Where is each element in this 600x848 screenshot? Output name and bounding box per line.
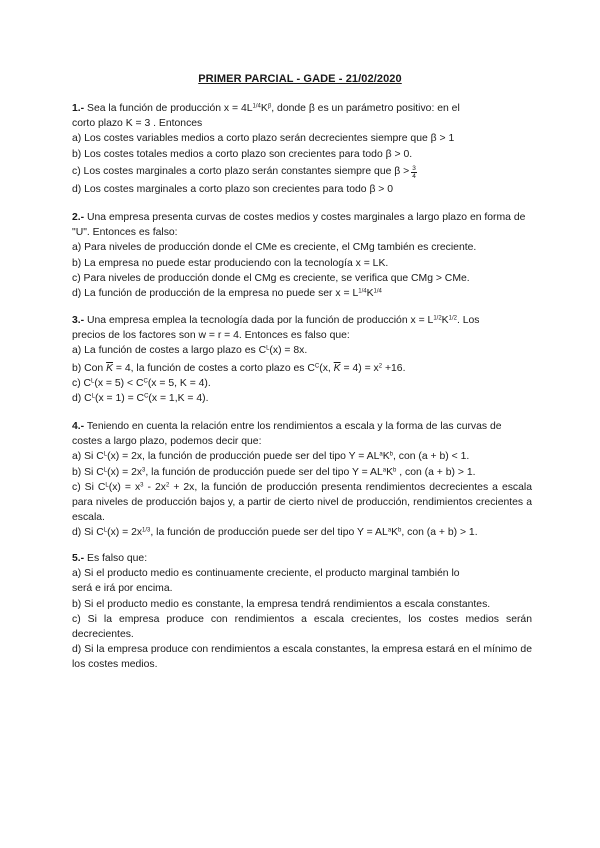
q5-option-b: b) Si el producto medio es constante, la empresa tendrá rendimientos a escala constantes. bbox=[72, 598, 491, 610]
q5-option-a-line-2: será e irá por encima. bbox=[72, 583, 173, 595]
q4-c-sup: L bbox=[105, 482, 109, 489]
question-4 bbox=[72, 419, 532, 541]
q3-d-sup: L bbox=[91, 393, 95, 400]
q1-stem-line-2: corto plazo K = 3 . Entonces bbox=[72, 118, 203, 130]
q4-stem bbox=[72, 419, 532, 449]
q3-option-c bbox=[72, 376, 532, 391]
q4-d-mid3: K bbox=[391, 527, 399, 539]
q3-text-end: . Los bbox=[456, 315, 480, 326]
q5-intro: Es falso que: bbox=[84, 553, 148, 564]
q3-b-mid3: = 4) = x bbox=[340, 362, 379, 374]
q1-fraction-num: 3 bbox=[412, 164, 416, 172]
q3-option-b bbox=[72, 361, 532, 376]
q4-d-text: d) Si C bbox=[72, 527, 104, 539]
q3-exp-l: 1/2 bbox=[433, 315, 442, 322]
q2-intro: Una empresa presenta curvas de costes medios y costes marginales a largo plazo en forma de "U". Entonces es falso: bbox=[72, 212, 526, 239]
q3-a-end: (x) = 8x. bbox=[269, 345, 308, 357]
q1-stem-line-1 bbox=[72, 101, 532, 116]
q4-number: 4.- bbox=[72, 421, 85, 432]
q4-d-sup: L bbox=[103, 527, 108, 534]
q3-d-end: (x = 1,K = 4). bbox=[148, 393, 209, 405]
exam-title: PRIMER PARCIAL - GADE - 21/02/2020 bbox=[198, 73, 402, 85]
q4-c-text: c) Si C bbox=[72, 481, 106, 493]
q4-a-text: a) Si C bbox=[72, 451, 104, 463]
question-5 bbox=[72, 551, 532, 673]
q4-c-sup2: 3 bbox=[140, 482, 144, 489]
q4-d-end: , con (a + b) > 1. bbox=[401, 527, 478, 539]
q5-option-a-line-1: a) Si el producto medio es continuamente creciente, el producto marginal también lo bbox=[72, 568, 460, 580]
q1-exp-k: β bbox=[267, 103, 272, 110]
q2-text-k: K bbox=[366, 288, 374, 300]
q3-number: 3.- bbox=[72, 315, 85, 326]
q3-option-a bbox=[72, 343, 532, 358]
q3-text-k: K bbox=[441, 315, 449, 326]
q3-b-sup2: 2 bbox=[378, 363, 383, 370]
q3-d-text: d) C bbox=[72, 393, 92, 405]
q3-a-sup: L bbox=[266, 345, 270, 352]
q1-text-end: , donde β es un parámetro positivo: en el bbox=[271, 103, 460, 114]
q4-option-b bbox=[72, 465, 532, 480]
q3-b-sup: C bbox=[314, 363, 320, 370]
q1-exp-l: 1/4 bbox=[252, 103, 261, 110]
q4-b-sup2: 3 bbox=[142, 467, 146, 474]
q4-d-sup3: a bbox=[387, 527, 392, 534]
q2-number: 2.- bbox=[72, 212, 85, 223]
q2-exp-k: 1/4 bbox=[373, 288, 382, 295]
q3-stem-line-2: precios de los factores son w = r = 4. Entonces es falso que: bbox=[72, 330, 350, 342]
q3-b-kbar2: $\overline{K}$ bbox=[333, 362, 341, 374]
q5-stem bbox=[72, 551, 532, 566]
q3-c-sup2: C bbox=[143, 378, 148, 385]
q2-option-d bbox=[72, 286, 532, 301]
q4-b-sup4: b bbox=[393, 467, 397, 474]
q3-c-sup: L bbox=[91, 378, 95, 385]
q3-b-mid: = 4, la función de costes a corto plazo es C bbox=[113, 362, 315, 374]
q3-b-kbar: $\overline{K}$ bbox=[106, 362, 114, 374]
q3-c-end: (x = 5, K = 4). bbox=[147, 377, 211, 389]
q4-c-mid2: - 2x bbox=[143, 481, 166, 493]
q4-b-text: b) Si C bbox=[72, 466, 104, 478]
q4-a-mid2: K bbox=[382, 451, 390, 463]
q5-option-c: c) Si la empresa produce con rendimientos a escala crecientes, los costes medios serán decrecientes. bbox=[72, 613, 532, 641]
q1-fraction bbox=[411, 165, 417, 180]
q4-option-d bbox=[72, 525, 532, 540]
q3-stem-line-1 bbox=[72, 313, 532, 328]
q4-a-sup2: a bbox=[379, 451, 383, 458]
q1-option-b: b) Los costes totales medios a corto plazo son crecientes para todo β > 0. bbox=[72, 148, 413, 160]
q4-b-sup: L bbox=[103, 467, 108, 474]
q3-b-end: +16. bbox=[382, 362, 406, 374]
q3-c-mid: (x = 5) < C bbox=[94, 377, 144, 389]
q3-b-mid2: (x, bbox=[319, 362, 334, 374]
q4-d-sup4: b bbox=[398, 527, 402, 534]
q4-intro: Teniendo en cuenta la relación entre los rendimientos a escala y la forma de las curvas de costes a largo plazo, podemos decir que: bbox=[72, 421, 502, 448]
q1-option-a: a) Los costes variables medios a corto plazo serán decrecientes siempre que β > 1 bbox=[72, 133, 455, 145]
q4-option-c bbox=[72, 480, 532, 526]
q3-c-text: c) C bbox=[72, 377, 92, 389]
q5-number: 5.- bbox=[72, 553, 85, 564]
q4-b-sup3: a bbox=[382, 467, 387, 474]
q3-text: Una empresa emplea la tecnología dada por la función de producción x = L bbox=[84, 315, 434, 326]
q4-b-mid: (x) = 2x bbox=[107, 466, 143, 478]
q1-number: 1.- bbox=[72, 103, 85, 114]
q4-c-end: + 2x, la función de producción presenta rendimientos decrecientes a escala para niveles de producción bajos y, a partir de cierto nivel de producción, rendimientos crecientes a escala. bbox=[72, 481, 532, 524]
q2-option-a: a) Para niveles de producción donde el CMe es creciente, el CMg también es creciente. bbox=[72, 242, 477, 254]
q3-d-sup2: C bbox=[144, 393, 149, 400]
q1-fraction-den: 4 bbox=[412, 172, 416, 180]
q2-option-c: c) Para niveles de producción donde el CMg es creciente, se verifica que CMg > CMe. bbox=[72, 272, 470, 284]
q4-d-mid2: , la función de producción puede ser del tipo Y = AL bbox=[150, 527, 388, 539]
q1-text: Sea la función de producción x = 4L bbox=[84, 103, 253, 114]
q4-b-mid3: K bbox=[386, 466, 394, 478]
q4-d-sup2: 1/3 bbox=[142, 527, 151, 534]
q4-c-mid: (x) = x bbox=[108, 481, 141, 493]
q4-c-sup3: 2 bbox=[165, 482, 170, 489]
q2-option-b: b) La empresa no puede estar produciendo con la tecnología x = LK. bbox=[72, 257, 389, 269]
q4-b-mid2: , la función de producción puede ser del tipo Y = AL bbox=[145, 466, 383, 478]
q2-option-d-text: d) La función de producción de la empresa no puede ser x = L bbox=[72, 288, 359, 300]
q3-b-text: b) Con bbox=[72, 362, 107, 374]
q4-a-sup: L bbox=[103, 451, 108, 458]
q1-option-c-text: c) Los costes marginales a corto plazo serán constantes siempre que β > bbox=[72, 165, 410, 177]
q1-text-k: K bbox=[260, 103, 268, 114]
q4-a-sup3: b bbox=[389, 451, 393, 458]
q3-d-mid: (x = 1) = C bbox=[94, 393, 145, 405]
q4-b-end: , con (a + b) > 1. bbox=[396, 466, 476, 478]
question-3 bbox=[72, 313, 532, 406]
question-1 bbox=[72, 101, 532, 197]
q3-exp-k: 1/2 bbox=[448, 315, 457, 322]
q1-option-c bbox=[72, 164, 532, 180]
q4-d-mid: (x) = 2x bbox=[107, 527, 143, 539]
q4-option-a bbox=[72, 449, 532, 464]
q4-a-mid: (x) = 2x, la función de producción puede ser del tipo Y = AL bbox=[107, 451, 380, 463]
q2-exp-l: 1/4 bbox=[358, 288, 367, 295]
q3-a-text: a) La función de costes a largo plazo es C bbox=[72, 345, 267, 357]
q1-option-d: d) Los costes marginales a corto plazo son crecientes para todo β > 0 bbox=[72, 183, 394, 195]
q5-option-d: d) Si la empresa produce con rendimientos a escala constantes, la empresa estará en el mínimo de los costes medios. bbox=[72, 644, 532, 671]
q2-stem bbox=[72, 210, 532, 240]
question-2 bbox=[72, 210, 532, 301]
q3-option-d bbox=[72, 391, 532, 406]
q4-a-end: , con (a + b) < 1. bbox=[393, 451, 470, 463]
